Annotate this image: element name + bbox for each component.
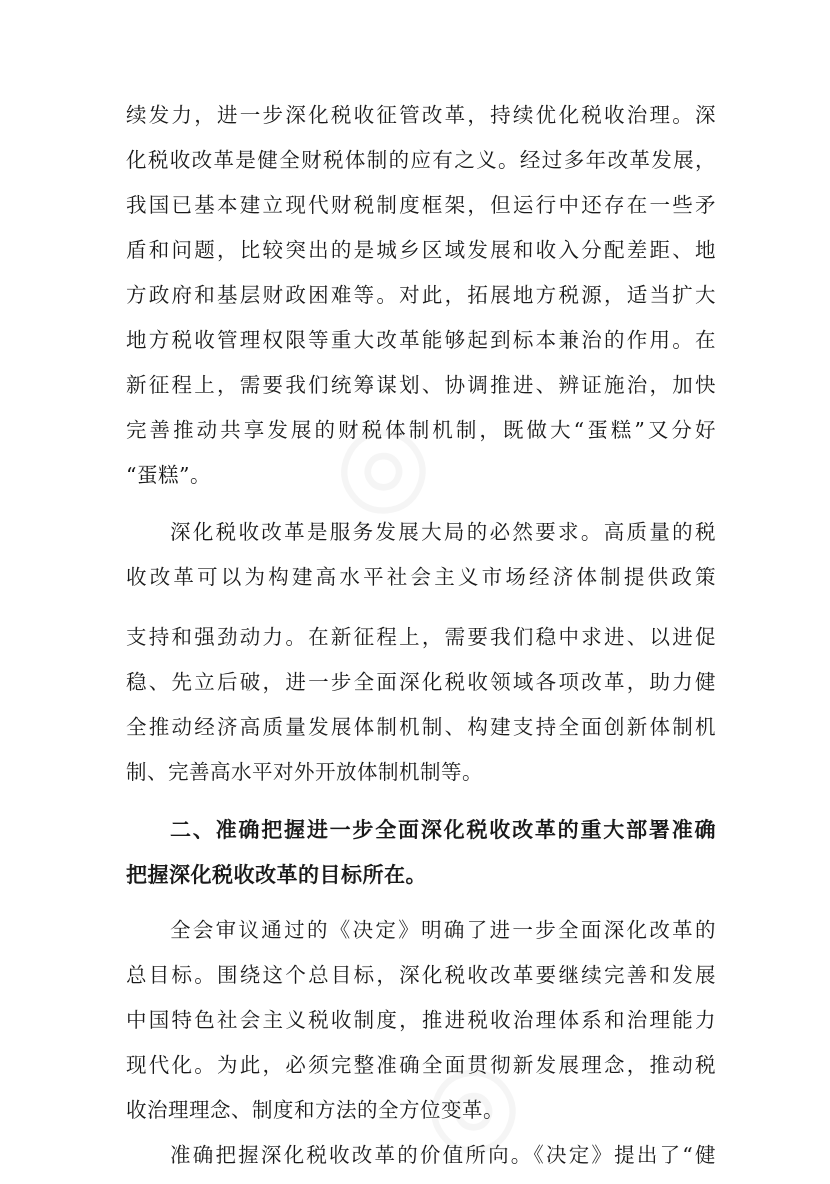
paragraph-line: 中国特色社会主义税收制度，推进税收治理体系和治理能力 — [126, 1008, 716, 1032]
paragraph-line: 续发力，进一步深化税收征管改革，持续优化税收治理。深 — [126, 103, 716, 127]
paragraph-line: “蛋糕”。 — [126, 463, 211, 487]
heading-line: 把握深化税收改革的目标所在。 — [126, 863, 427, 887]
paragraph-line: 收改革可以为构建高水平社会主义市场经济体制提供政策 — [126, 565, 716, 589]
paragraph-line: 制、完善高水平对外开放体制机制等。 — [126, 760, 483, 784]
paragraph-line: 盾和问题，比较突出的是城乡区域发展和收入分配差距、地 — [126, 238, 716, 262]
heading-line: 二、准确把握进一步全面深化税收改革的重大部署准确 — [170, 818, 716, 842]
paragraph-line: 全会审议通过的《决定》明确了进一步全面深化改革的 — [170, 918, 716, 942]
watermark-top: ◎ — [301, 384, 455, 544]
paragraph-line: 新征程上，需要我们统筹谋划、协调推进、辨证施治，加快 — [126, 373, 716, 397]
paragraph-line: 地方税收管理权限等重大改革能够起到标本兼治的作用。在 — [126, 328, 716, 352]
paragraph-line: 现代化。为此，必须完整准确全面贯彻新发展理念，推动税 — [126, 1053, 716, 1077]
paragraph-line: 化税收改革是健全财税体制的应有之义。经过多年改革发展， — [126, 148, 716, 172]
paragraph-line: 总目标。围绕这个总目标，深化税收改革要继续完善和发展 — [126, 963, 716, 987]
paragraph-line: 方政府和基层财政困难等。对此，拓展地方税源，适当扩大 — [126, 283, 716, 307]
paragraph-line: 全推动经济高质量发展体制机制、构建支持全面创新体制机 — [126, 715, 716, 739]
paragraph-line: 稳、先立后破，进一步全面深化税收领域各项改革，助力健 — [126, 670, 716, 694]
paragraph-line: 深化税收改革是服务发展大局的必然要求。高质量的税 — [170, 520, 716, 544]
paragraph-line: 支持和强劲动力。在新征程上，需要我们稳中求进、以进促 — [126, 625, 716, 649]
watermark-bottom: ◎ — [391, 1024, 545, 1184]
paragraph-line: 准确把握深化税收改革的价值所向。《决定》提出了“健 — [170, 1143, 716, 1167]
paragraph-line: 收治理理念、制度和方法的全方位变革。 — [126, 1098, 504, 1122]
paragraph-line: 完善推动共享发展的财税体制机制，既做大“蛋糕”又分好 — [126, 418, 716, 442]
paragraph-line: 我国已基本建立现代财税制度框架，但运行中还存在一些矛 — [126, 193, 716, 217]
